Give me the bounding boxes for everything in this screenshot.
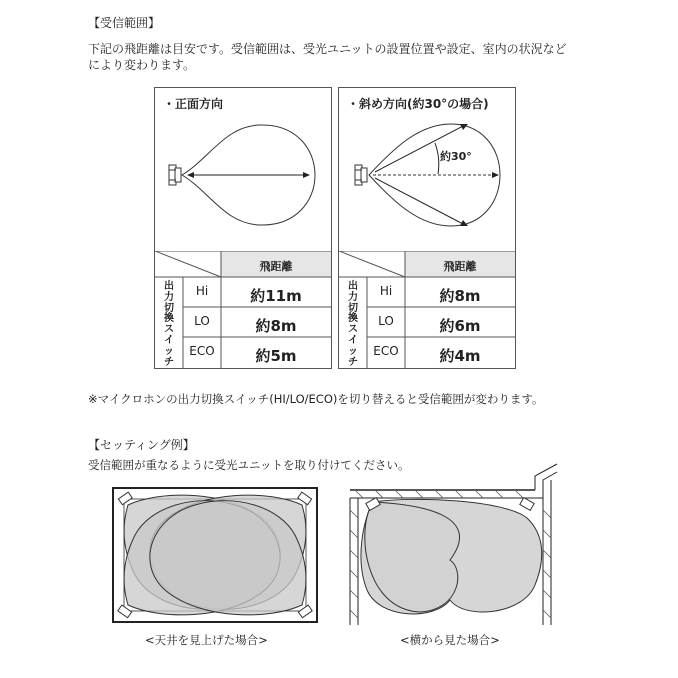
table-header-distance: 飛距離	[259, 260, 293, 273]
mode-lo: LO	[194, 314, 210, 328]
setting-intro: 受信範囲が重なるように受光ユニットを取り付けてください。	[88, 458, 410, 472]
mode-eco: ECO	[189, 344, 215, 358]
table-header-distance: 飛距離	[443, 260, 477, 273]
distance-hi: 約11m	[250, 287, 302, 305]
distance-lo: 約6m	[439, 317, 481, 335]
switch-note: ※マイクロホンの出力切換スイッチ(HI/LO/ECO)を切り替えると受信範囲が変わります。	[88, 392, 544, 406]
panel-title: ・斜め方向(約30°の場合)	[347, 97, 489, 111]
distance-eco: 約5m	[255, 347, 297, 365]
output-switch-label: 出 力 切 換 ス イ ッ チ	[348, 281, 358, 368]
distance-eco: 約4m	[439, 347, 481, 365]
mode-hi: Hi	[195, 284, 209, 298]
mode-hi: Hi	[379, 284, 393, 298]
distance-lo: 約8m	[255, 317, 297, 335]
caption-ceiling-view: <天井を見上げた場合>	[145, 633, 268, 647]
caption-side-view: <横から見た場合>	[400, 633, 500, 647]
angle-label: 約30°	[440, 150, 472, 163]
intro-text-line-1: 下記の飛距離は目安です。受信範囲は、受光ユニットの設置位置や設定、室内の状況など	[88, 42, 567, 56]
intro-text-line-2: により変わります。	[88, 58, 196, 72]
side-view-diagram	[345, 460, 560, 628]
output-switch-label: 出 力 切 換 ス イ ッ チ	[164, 281, 174, 368]
sensor-unit-icon	[355, 165, 367, 185]
front-direction-panel	[154, 87, 332, 369]
diagonal-direction-panel	[338, 87, 516, 369]
section-heading-setting-example: 【セッティング例】	[88, 438, 195, 452]
panel-title: ・正面方向	[163, 97, 224, 111]
ceiling-view-diagram	[110, 485, 320, 625]
distance-hi: 約8m	[439, 287, 481, 305]
mode-lo: LO	[378, 314, 394, 328]
section-heading-reception-range: 【受信範囲】	[88, 16, 161, 30]
mode-eco: ECO	[373, 344, 399, 358]
sensor-unit-icon	[169, 165, 181, 185]
